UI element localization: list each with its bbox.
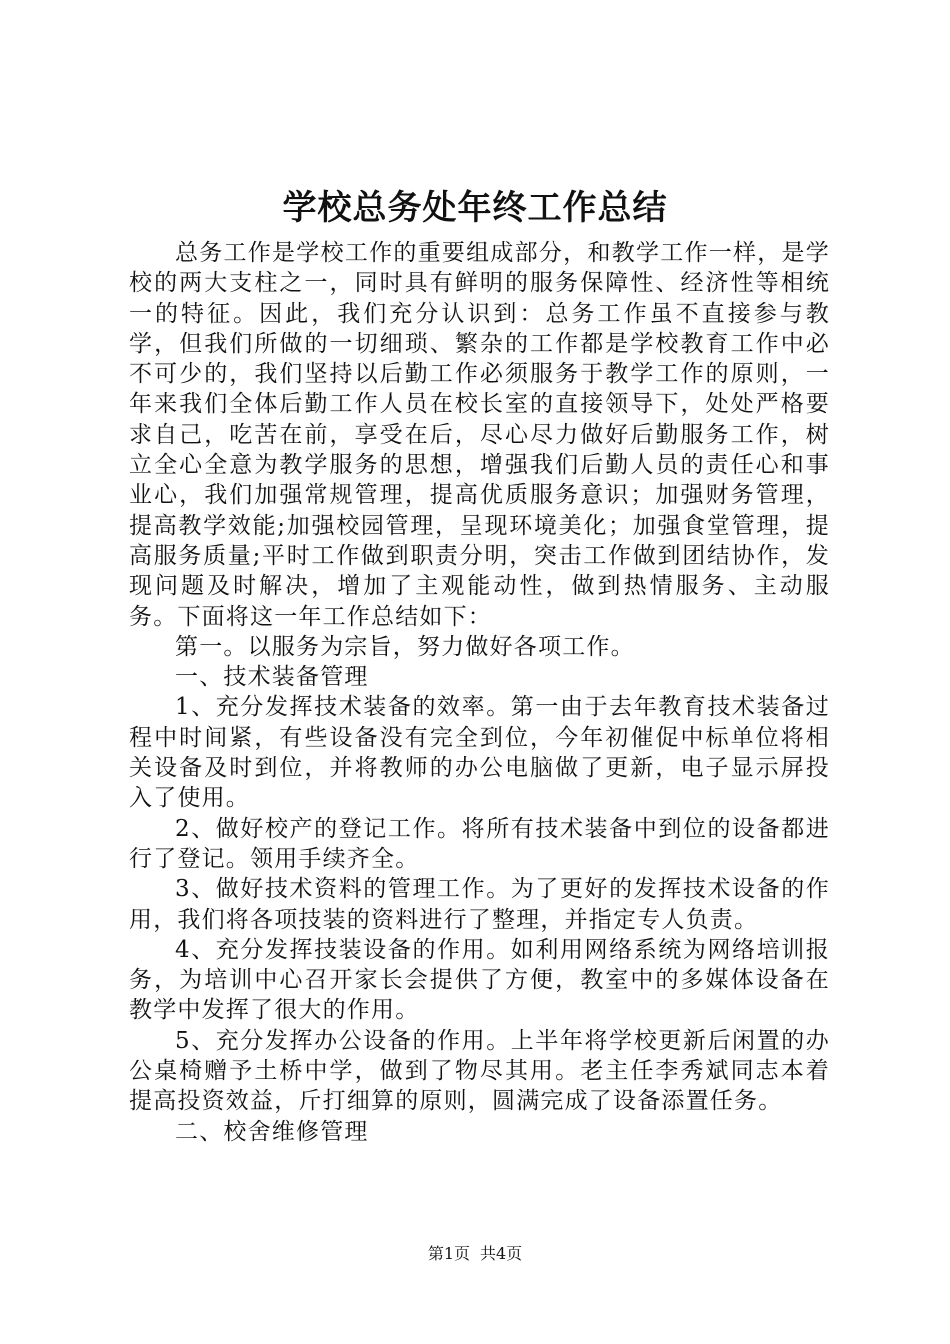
paragraph-item-5: 5、充分发挥办公设备的作用。上半年将学校更新后闲置的办公桌椅赠予土桥中学，做到了物尽其用。老主任李秀斌同志本着提高投资效益，斤打细算的原则，圆满完成了设备添置任务。 — [129, 1027, 830, 1115]
paragraph-intro: 总务工作是学校工作的重要组成部分，和教学工作一样，是学校的两大支柱之一，同时具有鲜明的服务保障性、经济性等相统一的特征。因此，我们充分认识到：总务工作虽不直接参与教学，但我们所做的一切细琐、繁杂的工作都是学校教育工作中必不可少的，我们坚持以后勤工作必须服务于教学工作的原则，一年来我们全体后勤工作人员在校长室的直接领导下，处处严格要求自己，吃苦在前，享受在后，尽心尽力做好后勤服务工作，树立全心全意为教学服务的思想，增强我们后勤人员的责任心和事业心，我们加强常规管理，提高优质服务意识；加强财务管理，提高教学效能;加强校园管理，呈现环境美化；加强食堂管理，提高服务质量;平时工作做到职责分明，突击工作做到团结协作，发现问题及时解决，增加了主观能动性，做到热情服务、主动服务。下面将这一年工作总结如下： — [129, 240, 830, 630]
heading-tech-equipment: 一、技术装备管理 — [175, 664, 369, 691]
paragraph-item-4: 4、充分发挥技装设备的作用。如利用网络系统为网络培训报务，为培训中心召开家长会提供了方便，教室中的多媒体设备在教学中发挥了很大的作用。 — [129, 936, 830, 1024]
paragraph-item-2: 2、做好校产的登记工作。将所有技术装备中到位的设备都进行了登记。领用手续齐全。 — [129, 815, 830, 872]
document-body — [129, 238, 830, 1147]
paragraph-item-1: 1、充分发挥技术装备的效率。第一由于去年教育技术装备过程中时间紧，有些设备没有完全到位，今年初催促中标单位将相关设备及时到位，并将教师的办公电脑做了更新，电子显示屏投入了使用。 — [129, 694, 830, 812]
page-total: 共4页 — [480, 1244, 523, 1263]
paragraph-item-3: 3、做好技术资料的管理工作。为了更好的发挥技术设备的作用，我们将各项技装的资料进行了整理，并指定专人负责。 — [129, 876, 830, 933]
paragraph-section-first: 第一。以服务为宗旨，努力做好各项工作。 — [175, 633, 635, 660]
page-number: 第1页 — [427, 1244, 470, 1263]
document-title: 学校总务处年终工作总结 — [282, 188, 668, 228]
page-footer — [0, 1243, 950, 1265]
heading-building-maintenance: 二、校舍维修管理 — [175, 1118, 369, 1145]
